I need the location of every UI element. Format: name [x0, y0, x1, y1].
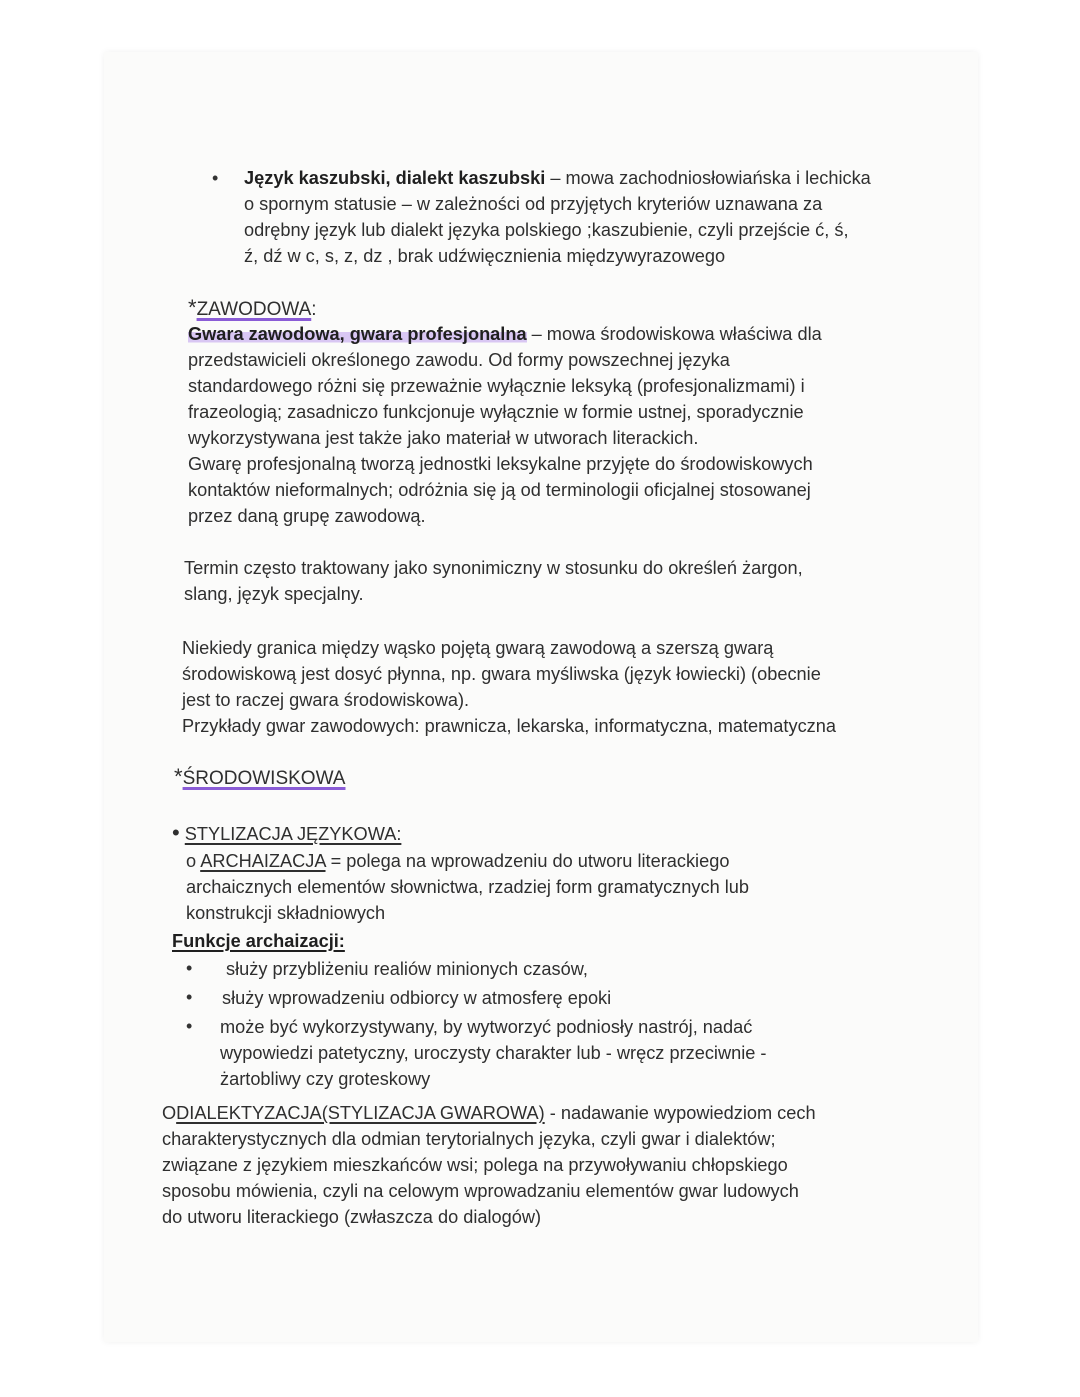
funkcje-item [222, 985, 611, 1011]
dialektyzacja-line-1 [162, 1100, 816, 1126]
funkcje-item-line: służy wprowadzeniu odbiorcy w atmosferę epoki [222, 988, 612, 1008]
circle-marker: o [186, 851, 197, 871]
bullet-marker: • [186, 958, 193, 978]
zawodowa-definition-start: – mowa środowiskowa właściwa dla [526, 324, 822, 344]
archaizacja-paragraph [186, 848, 749, 926]
kaszubski-line-4: ź, dź w c, s, z, dz , brak udźwięcznienia międzywyrazowego [244, 246, 726, 266]
dialektyzacja-line: sposobu mówienia, czyli na celowym wprowadzaniu elementów gwar ludowych [162, 1181, 799, 1201]
kaszubski-definition-start: – mowa zachodniosłowiańska i lechicka [545, 168, 871, 188]
archaizacja-line: archaicznych elementów słownictwa, rzadziej form gramatycznych lub [186, 877, 750, 897]
termin-line: Termin często traktowany jako synonimiczny w stosunku do określeń żargon, [184, 558, 803, 578]
granica-line: jest to raczej gwara środowiskowa). [182, 690, 470, 710]
dialektyzacja-term: DIALEKTYZACJA(STYLIZACJA GWAROWA) [176, 1103, 545, 1123]
zawodowa-term: Gwara zawodowa, gwara profesjonalna [188, 324, 527, 344]
circle-marker: O [162, 1103, 177, 1123]
dialektyzacja-line: związane z językiem mieszkańców wsi; polega na przywoływaniu chłopskiego [162, 1155, 788, 1175]
srodowiskowa-title: ŚRODOWISKOWA [182, 768, 346, 789]
zawodowa-line: przedstawicieli określonego zawodu. Od formy powszechnej języka [188, 350, 730, 370]
dialektyzacja-paragraph [162, 1100, 816, 1230]
stylizacja-title: STYLIZACJA JĘZYKOWA: [184, 824, 402, 844]
funkcje-item-line: żartobliwy czy groteskowy [220, 1069, 431, 1089]
funkcje-item [226, 956, 588, 982]
stylizacja-heading [172, 820, 401, 847]
zawodowa-line: frazeologią; zasadniczo funkcjonuje wyłącznie w formie ustnej, sporadycznie [188, 402, 804, 422]
funkcje-heading [172, 928, 345, 954]
heading-colon: : [311, 299, 317, 320]
zawodowa-line: przez daną grupę zawodową. [188, 506, 426, 526]
dialektyzacja-line: charakterystycznych dla odmian terytorialnych języka, czyli gwar i dialektów; [162, 1129, 776, 1149]
kaszubski-line-1 [244, 165, 871, 191]
funkcje-item [220, 1014, 767, 1092]
zawodowa-line: wykorzystywana jest także jako materiał w utworach literackich. [188, 428, 699, 448]
archaizacja-line-1 [186, 848, 749, 874]
archaizacja-line: konstrukcji składniowych [186, 903, 386, 923]
star-marker: * [188, 295, 197, 320]
termin-paragraph [184, 555, 803, 607]
funkcje-item-line: wypowiedzi patetyczny, uroczysty charakter lub - wręcz przeciwnie - [220, 1043, 767, 1063]
bullet-marker: • [186, 1016, 193, 1036]
bullet-marker: • [212, 168, 219, 188]
star-marker: * [174, 764, 183, 789]
zawodowa-line-1 [188, 321, 822, 347]
dialektyzacja-definition-start: - nadawanie wypowiedziom cech [544, 1103, 816, 1123]
zawodowa-heading [188, 295, 317, 323]
srodowiskowa-heading [174, 764, 345, 792]
archaizacja-term: ARCHAIZACJA [200, 851, 326, 871]
granica-line: środowiskową jest dosyć płynna, np. gwara myśliwska (język łowiecki) (obecnie [182, 664, 821, 684]
bullet-marker: • [172, 820, 180, 845]
dialektyzacja-line: do utworu literackiego (zwłaszcza do dialogów) [162, 1207, 542, 1227]
bullet-marker: • [186, 987, 193, 1007]
funkcje-item-line: służy przybliżeniu realiów minionych czasów, [226, 959, 588, 979]
termin-line: slang, język specjalny. [184, 584, 364, 604]
funkcje-title: Funkcje archaizacji: [172, 931, 345, 951]
przyklady-line: Przykłady gwar zawodowych: prawnicza, lekarska, informatyczna, matematyczna [182, 716, 836, 736]
granica-paragraph [182, 635, 836, 739]
zawodowa-line: kontaktów nieformalnych; odróżnia się ją od terminologii oficjalnej stosowanej [188, 480, 811, 500]
funkcje-item-line: może być wykorzystywany, by wytworzyć podniosły nastrój, nadać [220, 1017, 753, 1037]
zawodowa-paragraph [188, 321, 822, 529]
kaszubski-line-2: o spornym statusie – w zależności od przyjętych kryteriów uznawana za [244, 194, 823, 214]
kaszubski-term: Język kaszubski, dialekt kaszubski [244, 168, 546, 188]
zawodowa-line: standardowego różni się przeważnie wyłącznie leksyką (profesjonalizmami) i [188, 376, 805, 396]
kaszubski-paragraph [244, 165, 871, 269]
zawodowa-title: ZAWODOWA [196, 299, 312, 320]
zawodowa-line: Gwarę profesjonalną tworzą jednostki leksykalne przyjęte do środowiskowych [188, 454, 813, 474]
granica-line: Niekiedy granica między wąsko pojętą gwarą zawodową a szerszą gwarą [182, 638, 774, 658]
archaizacja-definition-start: = polega na wprowadzeniu do utworu literackiego [325, 851, 730, 871]
kaszubski-line-3: odrębny język lub dialekt języka polskiego ;kaszubienie, czyli przejście ć, ś, [244, 220, 849, 240]
